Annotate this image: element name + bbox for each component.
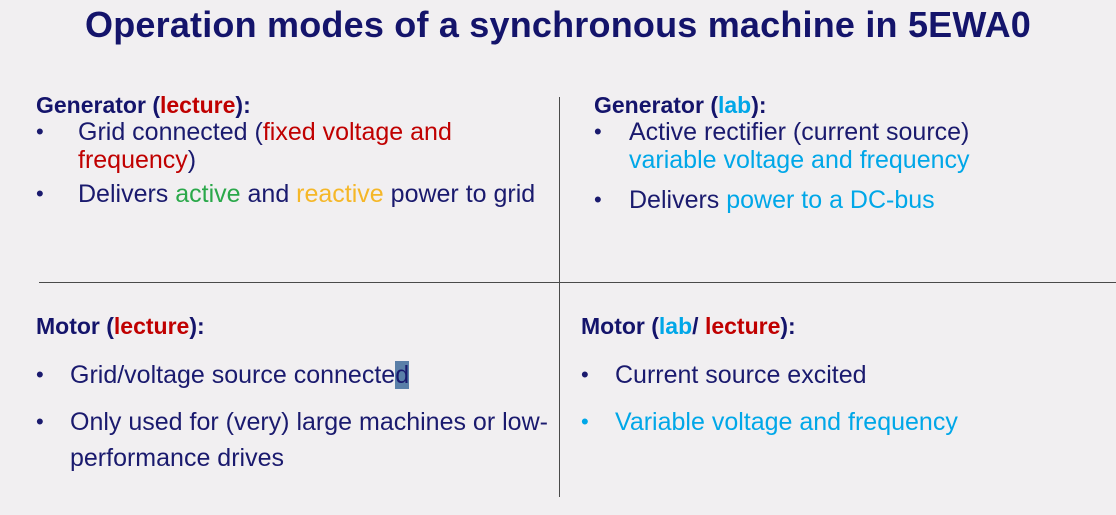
list-item: • Grid/voltage source connected: [36, 357, 556, 393]
bullet-icon: •: [36, 181, 44, 206]
bullet-icon: •: [36, 362, 44, 387]
list-item: • Current source excited: [581, 357, 1101, 393]
text-cursor-selection: d: [395, 361, 410, 389]
list-item: • Grid connected (fixed voltage and frequency): [36, 118, 452, 174]
bullet-icon: •: [594, 119, 602, 144]
motor-lecture-list: [36, 357, 556, 476]
generator-lab-heading: Generator (lab):: [594, 92, 767, 118]
list-item: • Delivers power to a DC-bus: [594, 186, 935, 214]
motor-lab-lecture-section: [581, 313, 1101, 440]
bullet-icon: •: [581, 409, 589, 434]
generator-lecture-list: [36, 118, 551, 208]
generator-lecture-heading: Generator (lecture):: [36, 92, 251, 118]
vertical-divider: [559, 97, 560, 497]
horizontal-divider: [39, 282, 1116, 283]
bullet-icon: •: [36, 409, 44, 434]
generator-lecture-section: [36, 92, 551, 208]
page-title: Operation modes of a synchronous machine in 5EWA0: [85, 4, 1031, 45]
bullet-icon: •: [594, 187, 602, 212]
list-item: • Variable voltage and frequency: [581, 404, 1101, 440]
list-item: • Only used for (very) large machines or low-performance drives: [36, 404, 556, 476]
bullet-icon: •: [581, 362, 589, 387]
generator-lab-section: [594, 92, 1109, 214]
list-item: • Active rectifier (current source) variable voltage and frequency: [594, 118, 970, 174]
bullet-icon: •: [36, 119, 44, 144]
motor-lecture-heading: Motor (lecture):: [36, 313, 205, 339]
motor-lecture-section: [36, 313, 556, 476]
generator-lab-list: [594, 118, 1109, 214]
motor-lab-lecture-list: [581, 357, 1101, 440]
motor-lab-lecture-heading: Motor (lab/ lecture):: [581, 313, 796, 339]
list-item: • Delivers active and reactive power to grid: [36, 180, 536, 208]
